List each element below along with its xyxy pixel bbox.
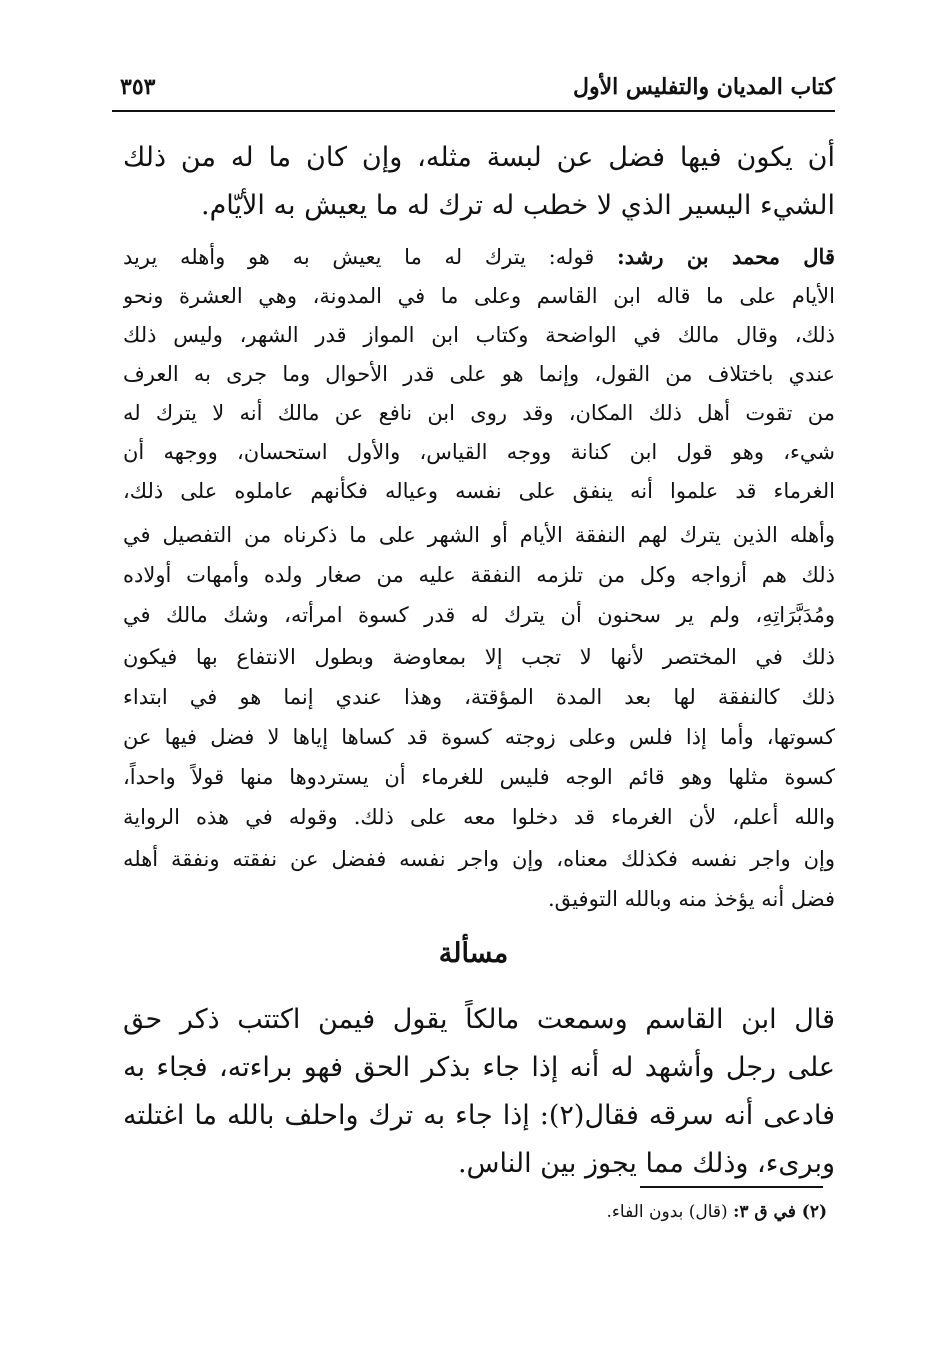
commentary-line: ذلك، وقال مالك في الواضحة وكتاب ابن المواز قدر الشهر، وليس ذلك: [123, 323, 835, 347]
paragraph-line: وبرىء، وذلك مما يجوز بين الناس.: [457, 1148, 835, 1179]
commentary-line: عندي باختلاف من القول، وإنما هو على قدر الأحوال وما جرى به العرف: [123, 362, 835, 386]
commentary-line: وإن واجر نفسه فكذلك معناه، وإن واجر نفسه ففضل عن نفقته ونفقة أهله: [123, 847, 835, 871]
commentary-line: الأيام على ما قاله ابن القاسم وعلى ما في المدونة، وهي العشرة ونحو: [123, 284, 835, 308]
commentary-line: ومُدَبَّرَاتِهِ، ولم ير سحنون أن يترك له قدر كسوة امرأته، وشك مالك في: [123, 603, 835, 627]
commentary-line: كسوتها، وأما إذا فلس وعلى زوجته كسوة قد كساها إياها لا فضل فيها عن: [123, 725, 835, 749]
commentary-line: وأهله الذين يترك لهم النفقة الأيام أو الشهر على ما ذكرناه من التفصيل في: [123, 523, 835, 547]
footnote-marker: (٢) في ق ٣:: [733, 1202, 827, 1222]
footnote-text: (قال) بدون الفاء.: [606, 1202, 728, 1222]
commentary-line: كسوة مثلها وهو قائم الوجه فليس للغرماء أن يستردوها منها قولاً واحداً،: [123, 765, 835, 789]
commentary-line: ذلك كالنفقة لها بعد المدة المؤقتة، وهذا عندي إنما هو في ابتداء: [123, 685, 835, 709]
section-heading: مسألة: [438, 938, 509, 969]
commentary-line: شيء، وهو قول ابن كنانة ووجه القياس، والأول استحسان، ووجهه أن: [123, 440, 835, 464]
footnote-separator: [640, 1186, 823, 1188]
running-header: [112, 70, 835, 112]
commentary-line: والله أعلم، لأن الغرماء قد دخلوا معه على ذلك. وقوله في هذه الرواية: [123, 805, 835, 829]
paragraph-line: أن يكون فيها فضل عن لبسة مثله، وإن كان ما له من ذلك: [123, 142, 835, 173]
header-title: كتاب المديان والتفليس الأول: [572, 74, 835, 100]
paragraph-line: فادعى أنه سرقه فقال(٢): إذا جاء به ترك واحلف بالله ما اغتلته: [123, 1100, 835, 1131]
paragraph-line: قال ابن القاسم وسمعت مالكاً يقول فيمن اكتتب ذكر حق: [123, 1004, 835, 1035]
commentary-first-line: [123, 240, 835, 276]
commentary-line: من تقوت أهل ذلك المكان، وقد روى ابن نافع عن مالك أنه لا يترك له: [123, 401, 835, 425]
commentary-line: الغرماء قد علموا أنه ينفق على نفسه وعياله فكأنهم عاملوه على ذلك،: [123, 479, 835, 503]
commentary-line: ذلك في المختصر لأنها لا تجب إلا بمعاوضة وبطول الانتفاع بها فيكون: [123, 645, 835, 669]
paragraph-line: على رجل وأشهد له أنه إذا جاء بذكر الحق فهو براءته، فجاء به: [123, 1052, 835, 1083]
commentary-line: فضل أنه يؤخذ منه وبالله التوفيق.: [548, 887, 835, 911]
commentary-author: قال محمد بن رشد:: [616, 244, 835, 269]
commentary-line: قوله: يترك له ما يعيش به هو وأهله يريد: [123, 245, 595, 269]
footnote: [607, 1202, 827, 1222]
page-number: ٣٥٣: [120, 74, 156, 100]
paragraph-line: الشيء اليسير الذي لا خطب له ترك له ما يعيش به الأيّام.: [200, 190, 835, 221]
commentary-line: ذلك هم أزواجه وكل من تلزمه النفقة عليه من صغار ولده وأمهات أولاده: [123, 563, 835, 587]
